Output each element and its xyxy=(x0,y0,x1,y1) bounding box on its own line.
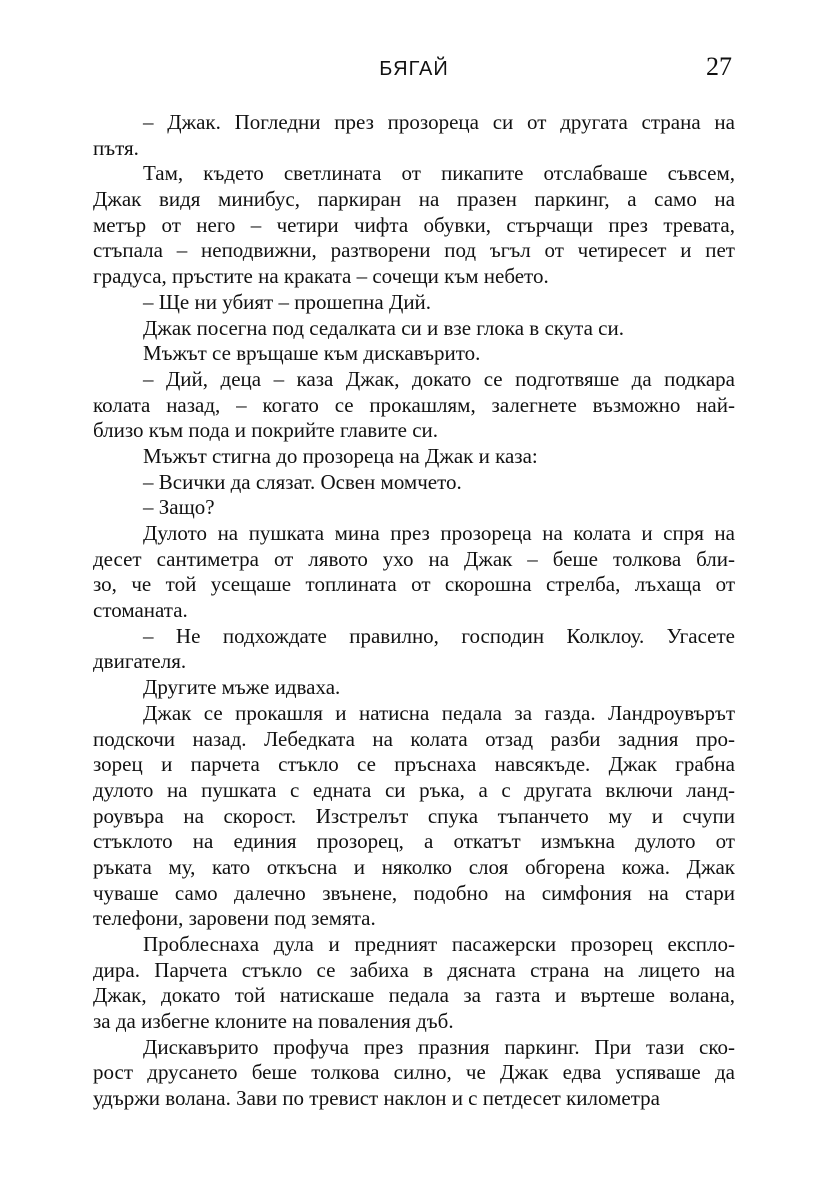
text-line: – Джак. Погледни през прозореца си от другата страна на xyxy=(143,110,735,134)
text-line: Мъжът се връщаше към дискавърито. xyxy=(143,341,481,366)
text-line: зорец и парчета стъкло се пръснаха навсякъде. Джак грабна xyxy=(93,752,735,777)
page-body xyxy=(93,110,735,1112)
text-line: двигателя. xyxy=(93,649,187,674)
text-line: рост друсането беше толкова силно, че Джак едва успяваше да xyxy=(93,1060,735,1085)
text-line: Дискавърито профуча през празния паркинг. При тази ско- xyxy=(143,1034,735,1059)
text-line: пътя. xyxy=(93,135,139,160)
text-line: десет сантиметра от лявото ухо на Джак – беше толкова бли- xyxy=(93,546,735,571)
text-line: ръката му, като откъсна и няколко слоя обгорена кожа. Джак xyxy=(93,854,735,879)
text-line: Мъжът стигна до прозореца на Джак и каза: xyxy=(143,443,538,468)
text-line: чуваше само далечно звънене, подобно на симфония на стари xyxy=(93,880,735,905)
text-line: Дулото на пушката мина през прозореца на колата и спря на xyxy=(143,521,735,545)
text-line: Джак се прокашля и натисна педала за газда. Ландроувърът xyxy=(143,700,735,725)
text-line: зо, че той усещаше топлината от скорошна стрелба, лъхаща от xyxy=(93,572,735,597)
text-line: – Всички да слязат. Освен момчето. xyxy=(143,469,462,494)
text-line: Проблеснаха дула и предният пасажерски прозорец експло- xyxy=(143,932,735,956)
text-line: телефони, заровени под земята. xyxy=(93,906,376,931)
text-line: Джак, докато той натискаше педала за газта и въртеше волана, xyxy=(93,983,735,1008)
text-line: градуса, пръстите на краката – сочещи към небето. xyxy=(93,264,549,289)
text-line: Джак посегна под седалката си и взе глока в скута си. xyxy=(143,315,624,340)
text-line: близо към пода и покрийте главите си. xyxy=(93,418,439,443)
text-line: роувъра на скорост. Изстрелът спука тъпанчето му и счупи xyxy=(93,803,735,828)
text-line: – Ще ни убият – прошепна Дий. xyxy=(143,289,432,314)
text-line: удържи волана. Зави по тревист наклон и с петдесет километра xyxy=(93,1086,660,1111)
text-line: стъпала – неподвижни, разтворени под ъгъл от четиресет и пет xyxy=(93,238,735,263)
text-line: – Защо? xyxy=(143,495,215,520)
text-line: подскочи назад. Лебедката на колата отзад разби задния про- xyxy=(93,726,735,751)
text-line: Другите мъже идваха. xyxy=(143,675,341,700)
text-line: Там, където светлината от пикапите отслабваше съвсем, xyxy=(143,161,735,186)
text-line: дулото на пушката с едната си ръка, а с другата включи ланд- xyxy=(93,777,735,802)
text-line: – Дий, деца – каза Джак, докато се подготвяше да подкара xyxy=(143,366,735,391)
text-line: – Не подхождате правилно, господин Колклоу. Угасете xyxy=(143,623,735,648)
text-line: дира. Парчета стъкло се забиха в дясната страна на лицето на xyxy=(93,957,735,982)
running-head: БЯГАЙ xyxy=(379,58,449,80)
text-line: колата назад, – когато се прокашлям, залегнете възможно най- xyxy=(93,392,735,417)
page-number: 27 xyxy=(706,52,732,81)
text-line: стоманата. xyxy=(93,598,188,623)
text-line: метър от него – четири чифта обувки, стърчащи през тревата, xyxy=(93,212,735,237)
text-line: за да избегне клоните на поваления дъб. xyxy=(93,1009,454,1034)
text-line: Джак видя минибус, паркиран на празен паркинг, а само на xyxy=(93,187,735,212)
text-line: стъклото на единия прозорец, а откатът измъкна дулото от xyxy=(93,829,735,854)
